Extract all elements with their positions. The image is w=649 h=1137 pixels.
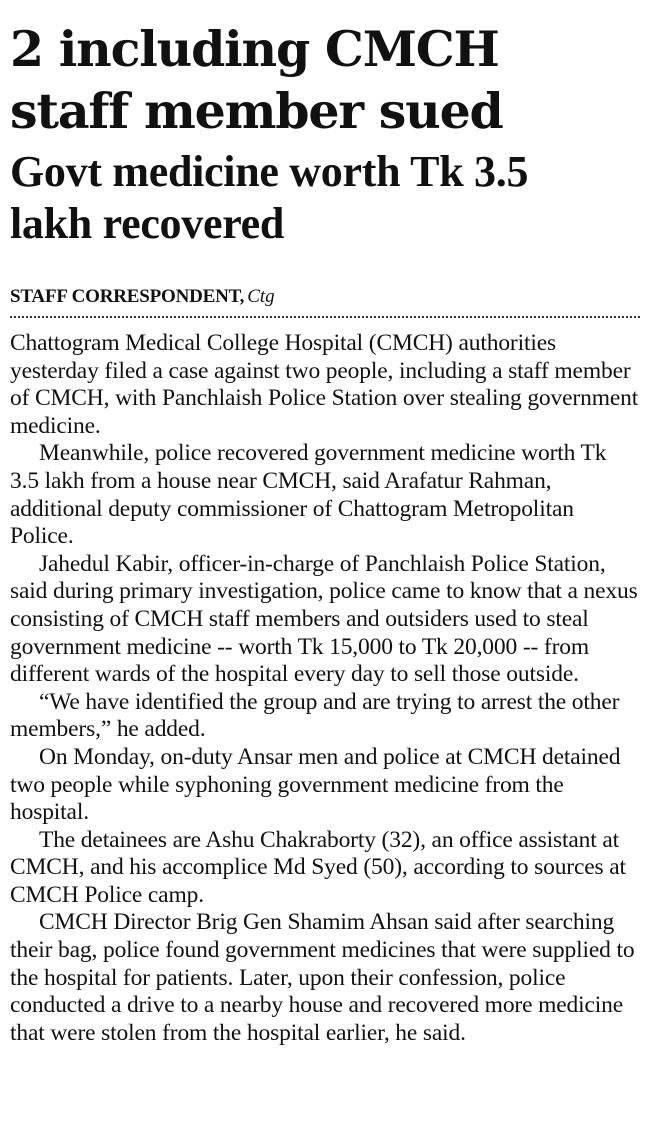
byline-location: Ctg (247, 286, 275, 307)
subheadline-line-2: lakh recovered (10, 199, 285, 248)
news-article (10, 0, 640, 1047)
body-paragraph: Jahedul Kabir, officer-in-charge of Panchlaish Police Station, said during primary investigation, police came to know that a nexus consisting of CMCH staff members and outsiders used to steal government medicine -- worth Tk 15,000 to Tk 20,000 -- from different wards of the hospital every day to sell those outside. (10, 550, 638, 688)
body-paragraph: Chattogram Medical College Hospital (CMCH) authorities yesterday filed a case against two people, including a staff member of CMCH, with Panchlaish Police Station over stealing government medicine. (10, 330, 639, 439)
body-paragraph: The detainees are Ashu Chakraborty (32), an office assistant at CMCH, and his accomplice Md Syed (50), according to sources at CMCH Police camp. (10, 826, 626, 908)
headline-line-2: staff member sued (10, 82, 503, 140)
headline-line-1: 2 including CMCH (10, 20, 499, 78)
byline (10, 286, 640, 318)
body-paragraph: On Monday, on-duty Ansar men and police at CMCH detained two people while syphoning government medicine from the hospital. (10, 743, 621, 826)
body-paragraph: Meanwhile, police recovered government medicine worth Tk 3.5 lakh from a house near CMCH, said Arafatur Rahman, additional deputy commissioner of Chattogram Metropolitan Police. (10, 440, 607, 550)
article-body (10, 330, 640, 1047)
subheadline-line-1: Govt medicine worth Tk 3.5 (10, 147, 529, 196)
byline-author: STAFF CORRESPONDENT, (10, 286, 245, 307)
headline (10, 18, 570, 142)
body-paragraph: “We have identified the group and are trying to arrest the other members,” he added. (10, 688, 620, 743)
body-paragraph: CMCH Director Brig Gen Shamim Ahsan said after searching their bag, police found government medicines that were supplied to the hospital for patients. Later, upon their confession, police conducted a drive to a nearby house and recovered more medicine that were stolen from the hospital earlier, he said. (10, 909, 635, 1046)
subheadline (10, 146, 570, 250)
